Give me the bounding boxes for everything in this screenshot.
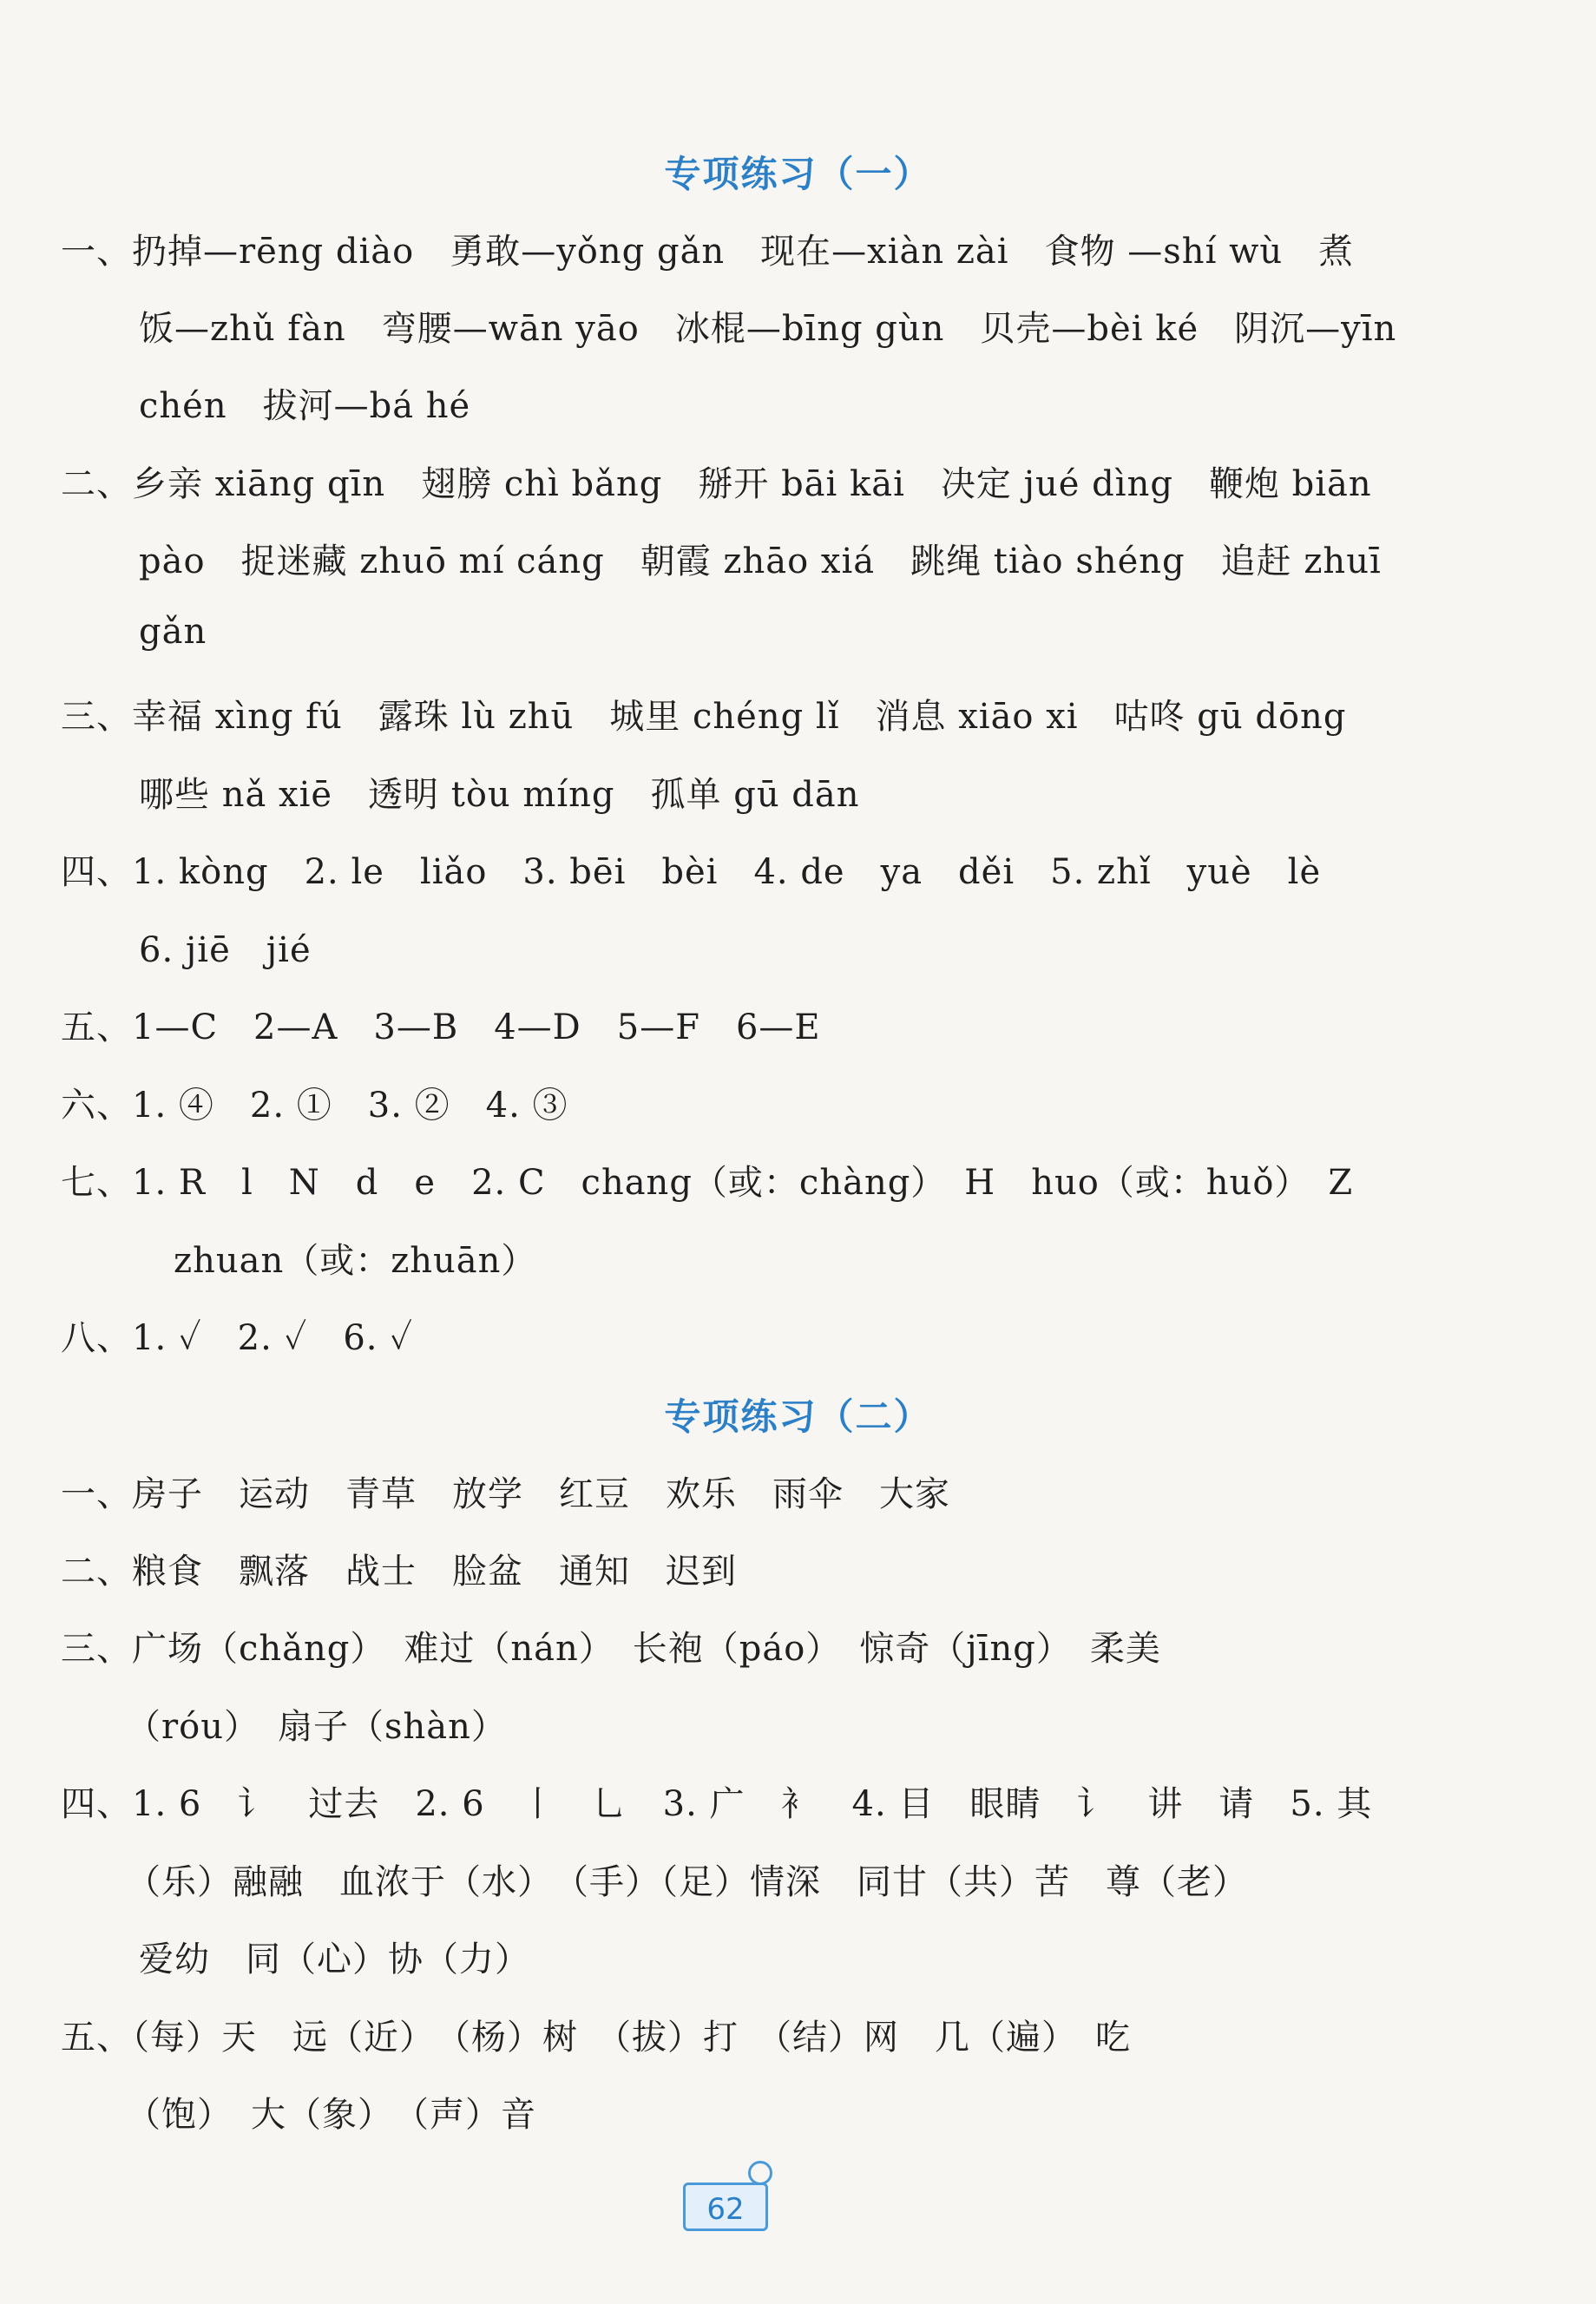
page-number: 62 bbox=[683, 2183, 768, 2231]
answer-line: 二、粮食 飘落 战士 脸盆 通知 迟到 bbox=[61, 1552, 737, 1592]
answer-line: 6. jiē jié bbox=[139, 930, 312, 970]
answer-line: 四、1. kòng 2. le liǎo 3. bēi bèi 4. de ya děi 5. zhǐ yuè lè bbox=[61, 852, 1322, 892]
answer-line: 爱幼 同（心）协（力） bbox=[139, 1940, 530, 1979]
answer-line: 一、扔掉—rēng diào 勇敢—yǒng gǎn 现在—xiàn zài 食物 —shí wù 煮 bbox=[61, 232, 1355, 272]
answer-line: 四、1. 6 讠 过去 2. 6 丨 乚 3. 广 衤 4. 目 眼睛 讠 讲 请 5. 其 bbox=[61, 1784, 1373, 1824]
section-title-1: 专项练习（一） bbox=[664, 153, 932, 195]
answer-line: gǎn bbox=[139, 612, 207, 652]
answer-line: 五、1—C 2—A 3—B 4—D 5—F 6—E bbox=[61, 1008, 821, 1047]
answer-line: pào 捉迷藏 zhuō mí cáng 朝霞 zhāo xiá 跳绳 tiào shéng 追赶 zhuī bbox=[139, 542, 1382, 581]
answer-line: （饱） 大（象） （声）音 bbox=[126, 2095, 536, 2135]
apple-icon bbox=[748, 2161, 772, 2185]
answer-line: 七、1. R l N d e 2. C chang（或：chàng） H huo（或：huǒ） Z bbox=[61, 1163, 1354, 1203]
answer-line: 六、1. ④ 2. ① 3. ② 4. ③ bbox=[61, 1086, 568, 1126]
answer-line: 八、1. ✓ 2. ✓ 6. ✓ bbox=[61, 1318, 414, 1358]
answer-line: 三、广场（chǎng） 难过（nán） 长袍（páo） 惊奇（jīng） 柔美 bbox=[61, 1629, 1161, 1669]
answer-line: （róu） 扇子（shàn） bbox=[126, 1707, 507, 1747]
answer-line: chén 拔河—bá hé bbox=[139, 386, 471, 426]
answer-line: （乐）融融 血浓于（水） （手）（足）情深 同甘（共）苦 尊（老） bbox=[126, 1862, 1248, 1902]
answer-line: 哪些 nǎ xiē 透明 tòu míng 孤单 gū dān bbox=[139, 775, 860, 815]
section-title-2: 专项练习（二） bbox=[664, 1395, 932, 1438]
answer-line: 五、（每）天 远（近） （杨）树 （拔）打 （结）网 几（遍） 吃 bbox=[61, 2018, 1131, 2058]
answer-line: 二、乡亲 xiāng qīn 翅膀 chì bǎng 掰开 bāi kāi 决定 jué dìng 鞭炮 biān bbox=[61, 464, 1372, 504]
answer-line: 一、房子 运动 青草 放学 红豆 欢乐 雨伞 大家 bbox=[61, 1474, 950, 1514]
answer-line: 饭—zhǔ fàn 弯腰—wān yāo 冰棍—bīng gùn 贝壳—bèi ké 阴沉—yīn bbox=[139, 309, 1397, 349]
answer-line: 三、幸福 xìng fú 露珠 lù zhū 城里 chéng lǐ 消息 xiāo xi 咕咚 gū dōng bbox=[61, 697, 1347, 737]
answer-line: zhuan（或：zhuān） bbox=[174, 1241, 537, 1281]
